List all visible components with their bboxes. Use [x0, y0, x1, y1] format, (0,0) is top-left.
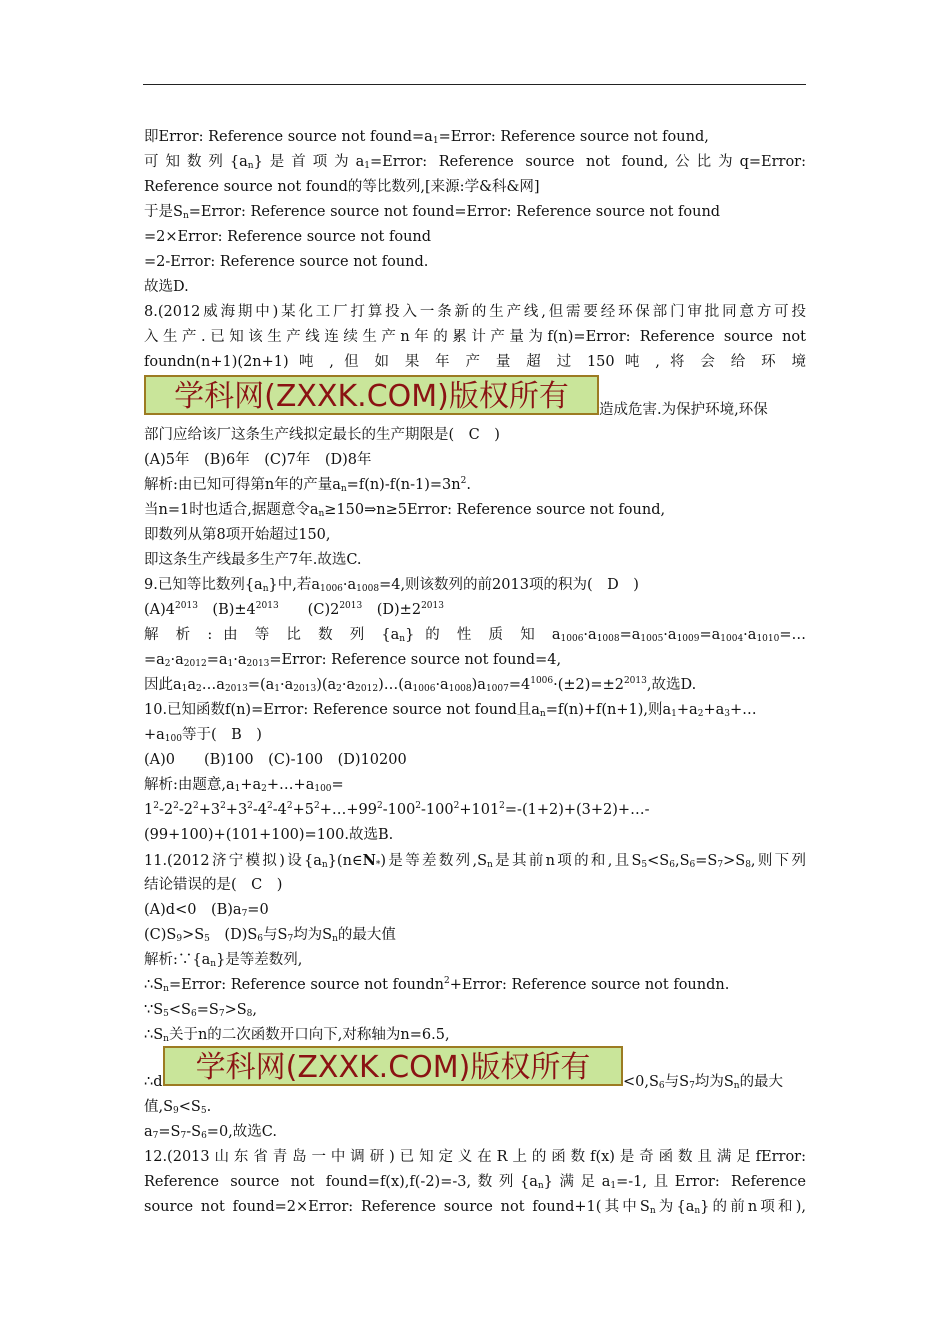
watermark-banner: 学科网(ZXXK.COM)版权所有 [163, 1046, 623, 1086]
text-line: 8.(2012威海期中)某化工厂打算投入一条新的生产线,但需要经环保部门审批同意方可投 [144, 304, 806, 320]
text-line: $<0,S_6$与$S_7$均为$S_n$的最大 [623, 1074, 784, 1091]
watermark-banner: 学科网(ZXXK.COM)版权所有 [144, 375, 599, 415]
text-line: $1^2-2^2-2^2+3^2+3^2-4^2-4^2+5^2+\dots+99^2-100^2-100^2+101^2=-(1+2)+(3+2)+\dots-$ [144, 801, 650, 818]
text-line: 解 析 : 由 等 比 数 列 $\{a_n\}$ 的 性 质 知 $a_{1006}\cdot a_{1008}=a_{1005}\cdot a_{1009}=a_{1004}\cdot a_{1010}=\dots$ [144, 627, 806, 644]
text-line: source not found=2×Error: Reference source not found+1(其中$S_n$为$\{a_n\}$的前n项和), [144, 1199, 806, 1216]
text-line: foundn(n+1)(2n+1) 吨 , 但 如 果 年 产 量 超 过 150 吨 , 将 会 给 环 境 [144, 354, 806, 370]
text-line: 值$,S_9<S_5$. [144, 1099, 212, 1116]
text-line: 结论错误的是( C ) [144, 877, 283, 893]
text-line: =2×Error: Reference source not found [144, 229, 432, 245]
text-line: 10.已知函数f(n)=Error: Reference source not found且$a_n=f(n)+f(n+1)$,则$a_1+a_2+a_3+\dots$ [144, 702, 757, 719]
text-line: 即数列从第8项开始超过150, [144, 527, 331, 543]
text-line: $(C)S_9>S_5$ $(D)S_6$与$S_7$均为$S_n$的最大值 [144, 927, 396, 944]
text-line: 造成危害.为保护环境,环保 [599, 402, 768, 418]
text-line: Reference source not found=f(x),f(-2)=-3,数列$\{a_n\}$满足$a_1=-1$,且Error: Reference [144, 1174, 806, 1191]
text-line: (A)0 (B)100 (C)-100 (D)10200 [144, 752, 407, 768]
text-line: 因此$a_1a_2\dots a_{2013}=(a_1\cdot a_{2013})(a_2\cdot a_{2012})\dots(a_{1006}\cdot a_{1008})a_{1007}=4^{1006}\cdot(\pm 2)=\pm 2^{2013}$,故选D. [144, 676, 697, 694]
text-line: =2-Error: Reference source not found. [144, 254, 429, 270]
text-line: 于是$S_n=Error$: Reference source not found=Error: Reference source not found [144, 204, 721, 221]
text-line: (99+100)+(101+100)=100.故选B. [144, 827, 394, 843]
text-line: $+a_{100}$等于( B ) [144, 727, 262, 744]
text-line: $\therefore S_n=Error$: Reference source not foundn$^2$+Error: Reference source not foundn. [144, 976, 730, 994]
text-line: 部门应给该厂这条生产线拟定最长的生产期限是( C ) [144, 427, 500, 443]
text-line: 9.已知等比数列$\{a_n\}$中,若$a_{1006}\cdot a_{1008}=4$,则该数列的前2013项的积为( D ) [144, 577, 639, 594]
text-line: 11.(2012济宁模拟)设$\{a_n\}(n\in N_*)$是等差数列$,S_n$是其前n项的和,且$S_5<S_6,S_6=S_7>S_8$,则下列 [144, 852, 806, 870]
text-line: ∴d [144, 1074, 163, 1090]
text-line: 解析:由题意$,a_1+a_2+\dots+a_{100}=$ [144, 777, 344, 794]
text-line: $\therefore S_n$关于n的二次函数开口向下,对称轴为n=6.5, [144, 1027, 450, 1044]
text-line: 解析:由已知可得第n年的产量$a_n=f(n)-f(n-1)=3n^2$. [144, 476, 471, 494]
text-line: 12.(2013山东省青岛一中调研)已知定义在R上的函数f(x)是奇函数且满足fError: [144, 1149, 806, 1165]
text-line: 即Error: Reference source not $found=a_1=Error$: Reference source not found, [144, 129, 709, 146]
text-line: Reference source not found的等比数列,[来源:学&科&网] [144, 179, 540, 195]
text-line: 当n=1时也适合,据题意令$a_n\ge 150\Rightarrow n\ge 5Error$: Reference source not found, [144, 502, 666, 519]
header-rule [143, 84, 806, 85]
text-line: 即这条生产线最多生产7年.故选C. [144, 552, 362, 568]
text-line: (A)d<0 $(B)a_7=0$ [144, 902, 269, 919]
text-line: 解析$:\because\{a_n\}$是等差数列, [144, 952, 303, 969]
text-line: 故选D. [144, 279, 189, 295]
text-line: $=a_2\cdot a_{2012}=a_1\cdot a_{2013}=Error$: Reference source not found=4, [144, 652, 562, 669]
text-line: $\because S_5<S_6=S_7>S_8$, [144, 1002, 257, 1019]
text-line: $a_7=S_7-S_6=0$,故选C. [144, 1124, 277, 1141]
text-line: 入生产.已知该生产线连续生产n年的累计产量为f(n)=Error: Reference source not [144, 329, 806, 345]
text-line: 可知数列$\{a_n\}$是首项为$a_1=Error$: Reference source not found,公比为q=Error: [144, 154, 806, 171]
text-line: $(A)4^{2013}$ $(B)\pm 4^{2013}$ $(C)2^{2013}$ $(D)\pm 2^{2013}$ [144, 601, 444, 618]
text-line: (A)5年 (B)6年 (C)7年 (D)8年 [144, 452, 372, 468]
